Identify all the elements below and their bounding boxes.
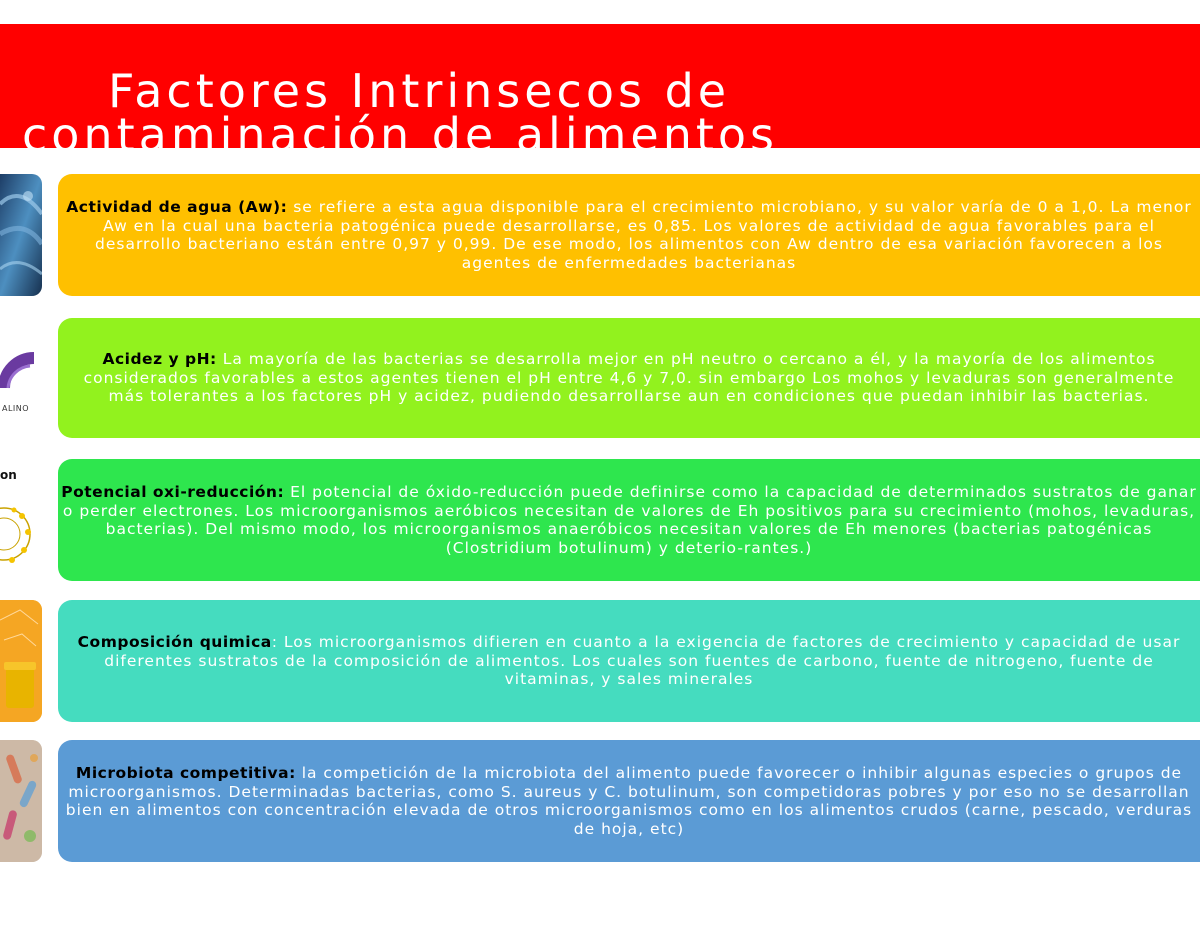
title-line-2: contaminación de alimentos [22,108,779,162]
factor-heading: Acidez y pH: [102,350,217,369]
factor-heading: Composición quimica [77,633,272,652]
title-banner [0,24,1200,162]
factor-text: se refiere a esta agua disponible para el crecimiento microbiano, y su valor varía de 0 a 1,0. La menor Aw en la cual una bacteria patogénica puede desarrollarse, es 0,85. Los valores de actividad de agua favorables para el desarrollo bacteriano están entre 0,97 y 0,99. De ese modo, los alimentos con Aw dentro de esa variación favorecen a los agentes de enfermedades bacterianas [95,198,1192,272]
factor-card-chemical-composition [58,600,1200,722]
factor-text: El potencial de óxido-reducción puede definirse como la capacidad de determinados sustratos de ganar o perder electrones. Los microorganismos aeróbicos necesitan de valores de Eh positivos para su crecimiento (mohos, levaduras, bacterias). Del mismo modo, los microorganismos anaeróbicos necesitan valores de Eh menores (bacterias patogénicas (Clostridium botulinum) y deterio-rantes.) [62,483,1197,557]
redox-label: on [0,468,17,482]
factor-card-acidity-ph [58,318,1200,438]
chemistry-image [0,600,42,722]
factor-heading: Potencial oxi-reducción: [61,483,285,501]
factor-card-competitive-microbiota [58,740,1200,862]
factor-text: : Los microorganismos difieren en cuanto a la exigencia de factores de crecimiento y capacidad de usar diferentes sustratos de la composición de alimentos. Los cuales son fuentes de carbono, fuente de nitrogeno, fuente de vitaminas, y sales minerales [104,633,1181,689]
ph-scale-label: ALINO [2,404,30,413]
ph-scale-image [0,318,42,440]
bacteria-image [0,740,42,862]
factor-card-redox [58,459,1200,581]
factor-heading: Microbiota competitiva: [75,764,296,782]
water-activity-image [0,174,42,296]
factor-heading: Actividad de agua (Aw): [66,198,288,216]
redox-atom-image [0,460,42,582]
title-line-1: Factores Intrinsecos de [108,64,731,118]
factor-card-water-activity [58,174,1200,296]
factor-text: la competición de la microbiota del alimento puede favorecer o inhibir algunas especies o grupos de microorganismos. Determinadas bacterias, como S. aureus y C. botulinum, son competidoras pobres y por eso no se desarrollan bien en alimentos con concentración elevada de otros microorganismos como en los alimentos crudos (carne, pescado, verduras de hoja, etc) [65,764,1193,838]
factor-text: La mayoría de las bacterias se desarrolla mejor en pH neutro o cercano a él, y la mayoría de los alimentos considerados favorables a estos agentes tienen el pH entre 4,6 y 7,0. sin embargo Los mohos y levaduras son generalmente más tolerantes a los factores pH y acidez, pudiendo desarrollarse aun en condiciones que puedan inhibir las bacterias. [83,350,1175,406]
